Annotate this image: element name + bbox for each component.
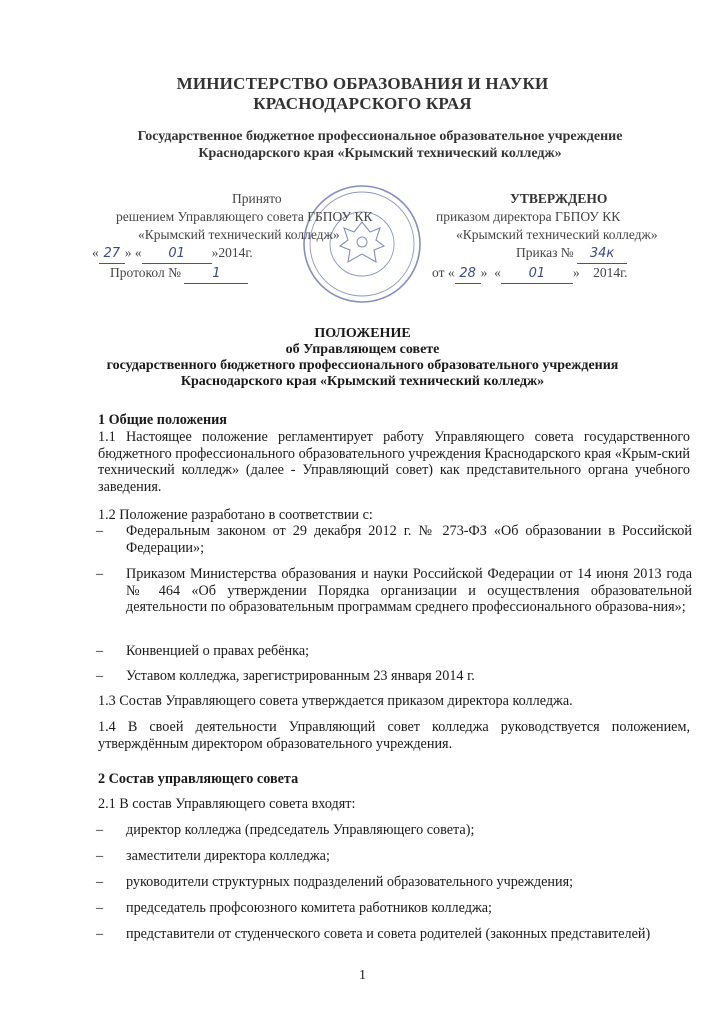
paragraph-2-1: 2.1 В состав Управляющего совета входят: (98, 796, 356, 812)
approved-order-number: 34к (577, 245, 627, 264)
paragraph-1-3: 1.3 Состав Управляющего совета утверждается приказом директора колледжа. (98, 693, 573, 709)
institution-line-1: Государственное бюджетное профессиональное образовательное учреждение (137, 129, 623, 144)
list-item: – директор колледжа (председатель Управляющего совета); (96, 822, 475, 838)
institution-header (0, 128, 725, 162)
approved-title: УТВЕРЖДЕНО (510, 191, 608, 206)
approved-date-month: 01 (501, 265, 573, 284)
adopted-protocol: Протокол № 1 (92, 264, 422, 284)
approved-date: от « 28 » « 01 » 2014г. (398, 264, 698, 284)
adopted-protocol-number: 1 (184, 265, 248, 284)
list-item: – Уставом колледжа, зарегистрированным 23 января 2014 г. (96, 668, 475, 684)
ministry-header (0, 74, 725, 114)
adopted-block (92, 190, 422, 284)
adopted-date-month: 01 (142, 245, 212, 264)
list-item: – заместители директора колледжа; (96, 848, 330, 864)
paragraph-1-4: 1.4 В своей деятельности Управляющий совет колледжа руководствуется положением, утверждённым директором образовательного учреждения. (98, 719, 690, 752)
list-item: – председатель профсоюзного комитета работников колледжа; (96, 900, 492, 916)
adopted-date: « 27 » « 01 »2014г. (92, 244, 422, 264)
approved-block (398, 190, 698, 284)
title-line-1: ПОЛОЖЕНИЕ (314, 326, 411, 341)
adopted-line-1: решением Управляющего совета ГБПОУ КК (116, 209, 373, 224)
title-line-3: государственного бюджетного профессионального образовательного учреждения (106, 358, 619, 373)
paragraph-1-2: 1.2 Положение разработано в соответствии с: (98, 507, 373, 523)
approved-order: Приказ № 34к (398, 244, 698, 264)
title-line-2: об Управляющем совете (285, 342, 440, 357)
ministry-line-1: МИНИСТЕРСТВО ОБРАЗОВАНИЯ И НАУКИ (176, 74, 549, 93)
document-title (0, 326, 725, 390)
section-1-heading: 1 Общие положения (98, 412, 227, 428)
ministry-line-2: КРАСНОДАРСКОГО КРАЯ (253, 94, 472, 113)
page-number: 1 (359, 968, 366, 983)
list-item: – представители от студенческого совета и совета родителей (законных представителей) (96, 926, 651, 942)
institution-line-2: Краснодарского края «Крымский технический колледж» (198, 146, 562, 161)
adopted-date-day: 27 (99, 245, 125, 264)
adopted-line-2: «Крымский технический колледж» (138, 227, 340, 242)
paragraph-1-1: 1.1 Настоящее положение регламентирует работу Управляющего совета государственного бюджетного профессионального образовательного учреждения Краснодарского края «Крым-ский технический колледж» (далее - Управляющий совет) как представительного органа учебного заведения. (98, 429, 690, 495)
list-item: – Конвенцией о правах ребёнка; (96, 643, 310, 659)
approved-line-2: «Крымский технический колледж» (456, 227, 658, 242)
title-line-4: Краснодарского края «Крымский технический колледж» (180, 374, 545, 389)
list-item: – Приказом Министерства образования и науки Российской Федерации от 14 июня 2013 года № 464 «Об утверждении Порядка организации и осуществления образовательной деятельности по образовательным программам среднего профессионального образова-ния»; (96, 566, 692, 616)
approved-date-day: 28 (455, 265, 481, 284)
list-item: – Федеральным законом от 29 декабря 2012 г. № 273-ФЗ «Об образовании в Российской Федерации»; (96, 523, 692, 556)
adopted-title: Принято (232, 191, 282, 206)
approved-line-1: приказом директора ГБПОУ КК (436, 209, 621, 224)
section-2-heading: 2 Состав управляющего совета (98, 771, 299, 787)
list-item: – руководители структурных подразделений образовательного учреждения; (96, 874, 574, 890)
